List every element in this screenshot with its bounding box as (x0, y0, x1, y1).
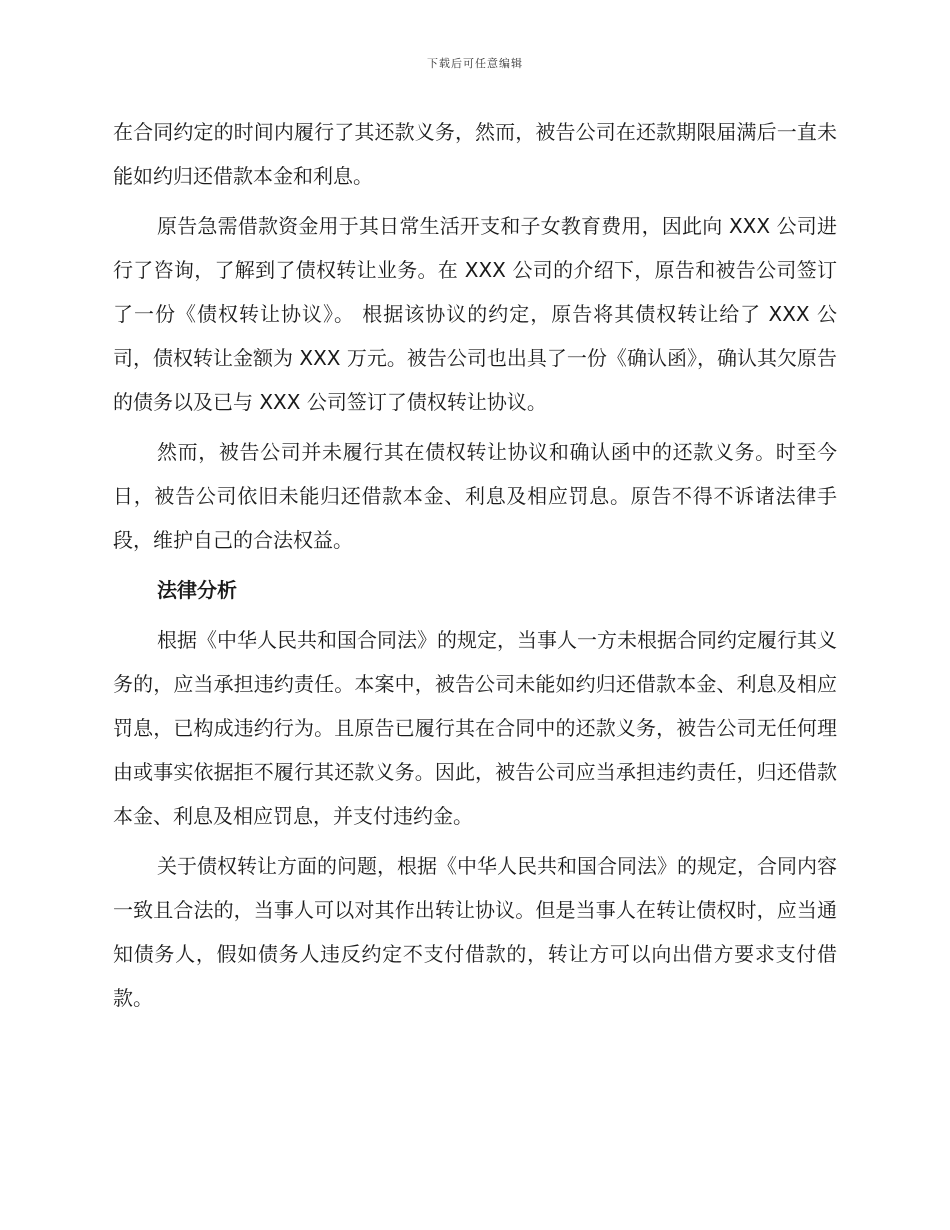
paragraph-breach-liability: 根据《中华人民共和国合同法》的规定，当事人一方未根据合同约定履行其义务的，应当承担违约责任。本案中，被告公司未能如约归还借款本金、利息及相应罚息，已构成违约行为。且原告已履行其在合同中的还款义务，被告公司无任何理由或事实依据拒不履行其还款义务。因此，被告公司应当承担违约责任，归还借款本金、利息及相应罚息，并支付违约金。 (113, 628, 837, 828)
page-header-note: 下载后可任意编辑 (427, 57, 523, 70)
section-heading-legal-analysis: 法律分析 (157, 578, 237, 602)
document-body (113, 110, 837, 1026)
paragraph-assignment: 关于债权转让方面的问题，根据《中华人民共和国合同法》的规定，合同内容一致且合法的，当事人可以对其作出转让协议。但是当事人在转让债权时，应当通知债务人，假如债务人违反约定不支付借款的，转让方可以向出借方要求支付借款。 (113, 854, 837, 1010)
paragraph-background: 原告急需借款资金用于其日常生活开支和子女教育费用，因此向 XXX 公司进行了咨询，了解到了债权转让业务。在 XXX 公司的介绍下，原告和被告公司签订了一份《债权转让协议》。 根据该协议的约定，原告将其债权转让给了 XXX 公司，债权转让金额为 XXX 万元。被告公司也出具了一份《确认函》，确认其欠原告的债务以及已与 XXX 公司签订了债权转让协议。 (113, 214, 837, 414)
paragraph-continuation: 在合同约定的时间内履行了其还款义务，然而，被告公司在还款期限届满后一直未能如约归还借款本金和利息。 (113, 120, 837, 188)
paragraph-default: 然而，被告公司并未履行其在债权转让协议和确认函中的还款义务。时至今日，被告公司依旧未能归还借款本金、利息及相应罚息。原告不得不诉诸法律手段，维护自己的合法权益。 (113, 440, 837, 552)
